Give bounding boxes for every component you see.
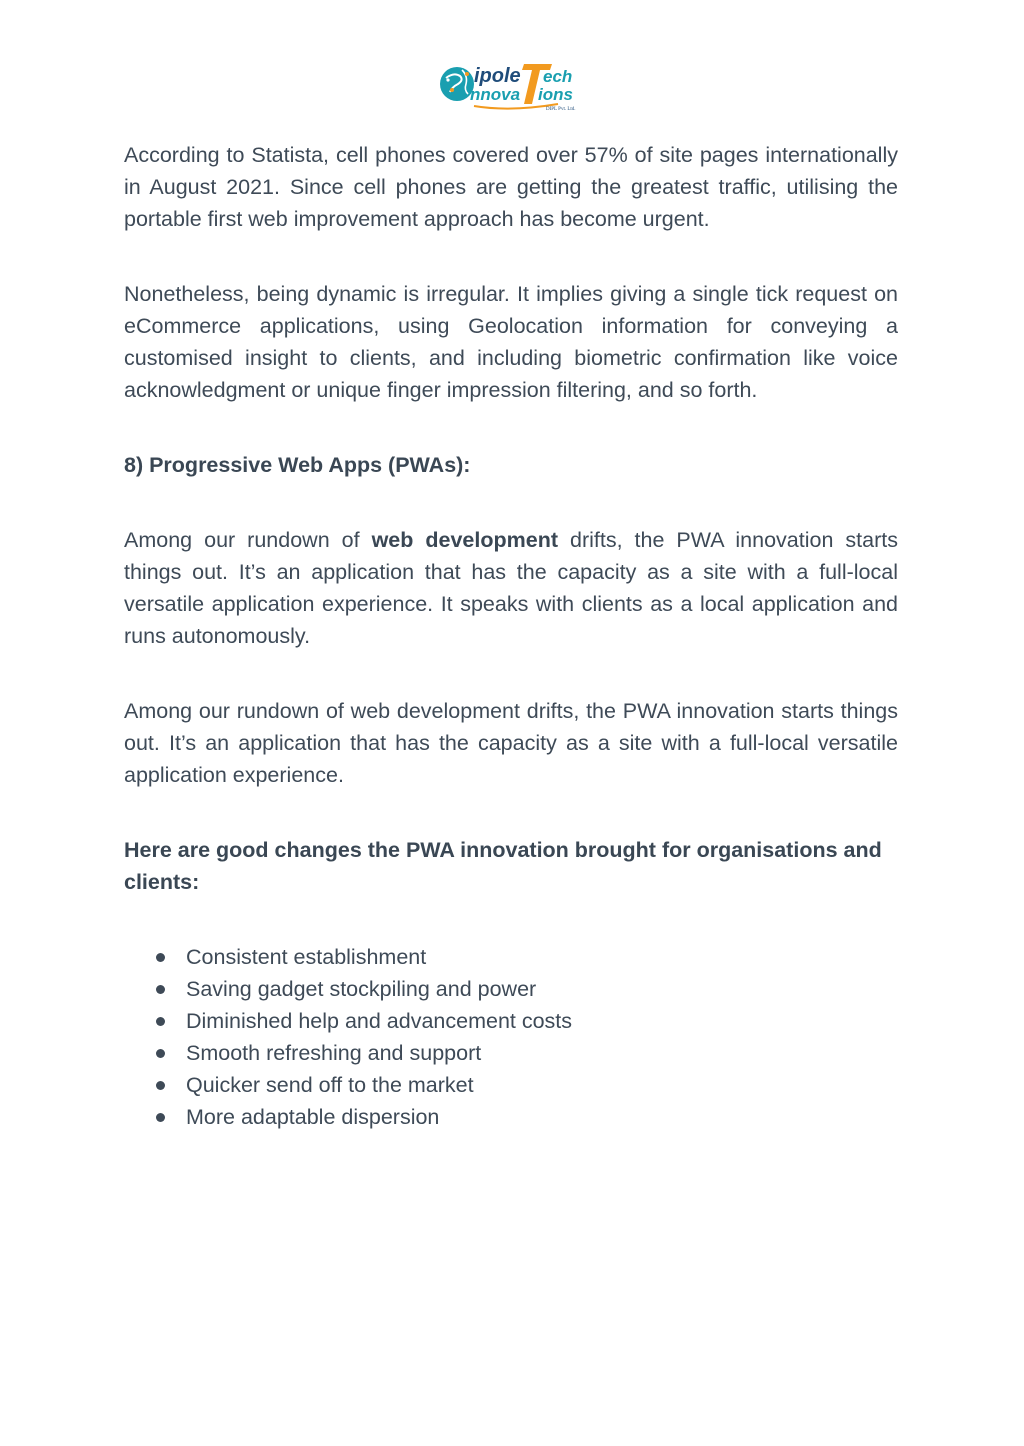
list-item-text: Quicker send off to the market [186,1073,474,1097]
logo-text-bottom-accent: ions [538,85,573,104]
paragraph-spacer [124,791,898,834]
paragraph-spacer [124,406,898,449]
paragraph-pwa-intro-start: Among our rundown of [124,528,372,552]
list-item [154,1069,898,1101]
list-item-text: More adaptable dispersion [186,1105,440,1129]
paragraph-spacer [124,481,898,524]
list-item [154,1037,898,1069]
paragraph-statista: According to Statista, cell phones covered over 57% of site pages internationally in August 2021. Since cell phones are getting the greatest traffic, utilising the portable first web improvement approach has become urgent. [124,143,898,231]
logo-tagline: DIPL Pvt. Ltd. [546,107,576,112]
company-logo [440,60,585,112]
list-item-text: Saving gadget stockpiling and power [186,977,537,1001]
paragraph-spacer [124,898,898,941]
paragraph-spacer [124,235,898,278]
list-item-text: Diminished help and advancement costs [186,1009,573,1033]
bullet-icon [156,1113,165,1122]
paragraph-dynamic: Nonetheless, being dynamic is irregular. It implies giving a single tick request on eCommerce applications, using Geolocation information for conveying a customised insight to clients, and including biometric confirmation like voice acknowledgment or unique finger impression filtering, and so forth. [124,282,898,402]
bullet-icon [156,1081,165,1090]
bullet-icon [156,1049,165,1058]
logo-text-top: ipole [474,65,521,87]
list-item [154,973,898,1005]
logo-graphic [440,60,585,112]
bullet-icon [156,1017,165,1026]
document-body [124,139,898,1133]
paragraph-pwa-repeat: Among our rundown of web development drifts, the PWA innovation starts things out. It’s an application that has the capacity as a site with a full-local versatile application experience. [124,699,898,787]
logo-text-bottom: nnova [470,85,521,104]
keyword-web-development: web development [371,528,558,552]
list-item [154,941,898,973]
paragraph-spacer [124,652,898,695]
paragraph-pwa-intro [124,524,898,652]
section-heading-changes: Here are good changes the PWA innovation brought for organisations and clients: [124,838,882,894]
list-item-text: Smooth refreshing and support [186,1041,482,1065]
list-item [154,1005,898,1037]
benefits-list [124,941,898,1133]
bullet-icon [156,985,165,994]
paragraph-pwa-intro-rest: drifts, the PWA innovation starts things out. It’s an application that has the capacity as a site with a full-local versatile application experience. It speaks with clients as a local application and runs autonomously. [124,528,898,648]
list-item [154,1101,898,1133]
section-heading-pwa: 8) Progressive Web Apps (PWAs): [124,453,471,477]
bullet-icon [156,953,165,962]
list-item-text: Consistent establishment [186,945,427,969]
logo-text-top-accent: ech [543,67,573,86]
